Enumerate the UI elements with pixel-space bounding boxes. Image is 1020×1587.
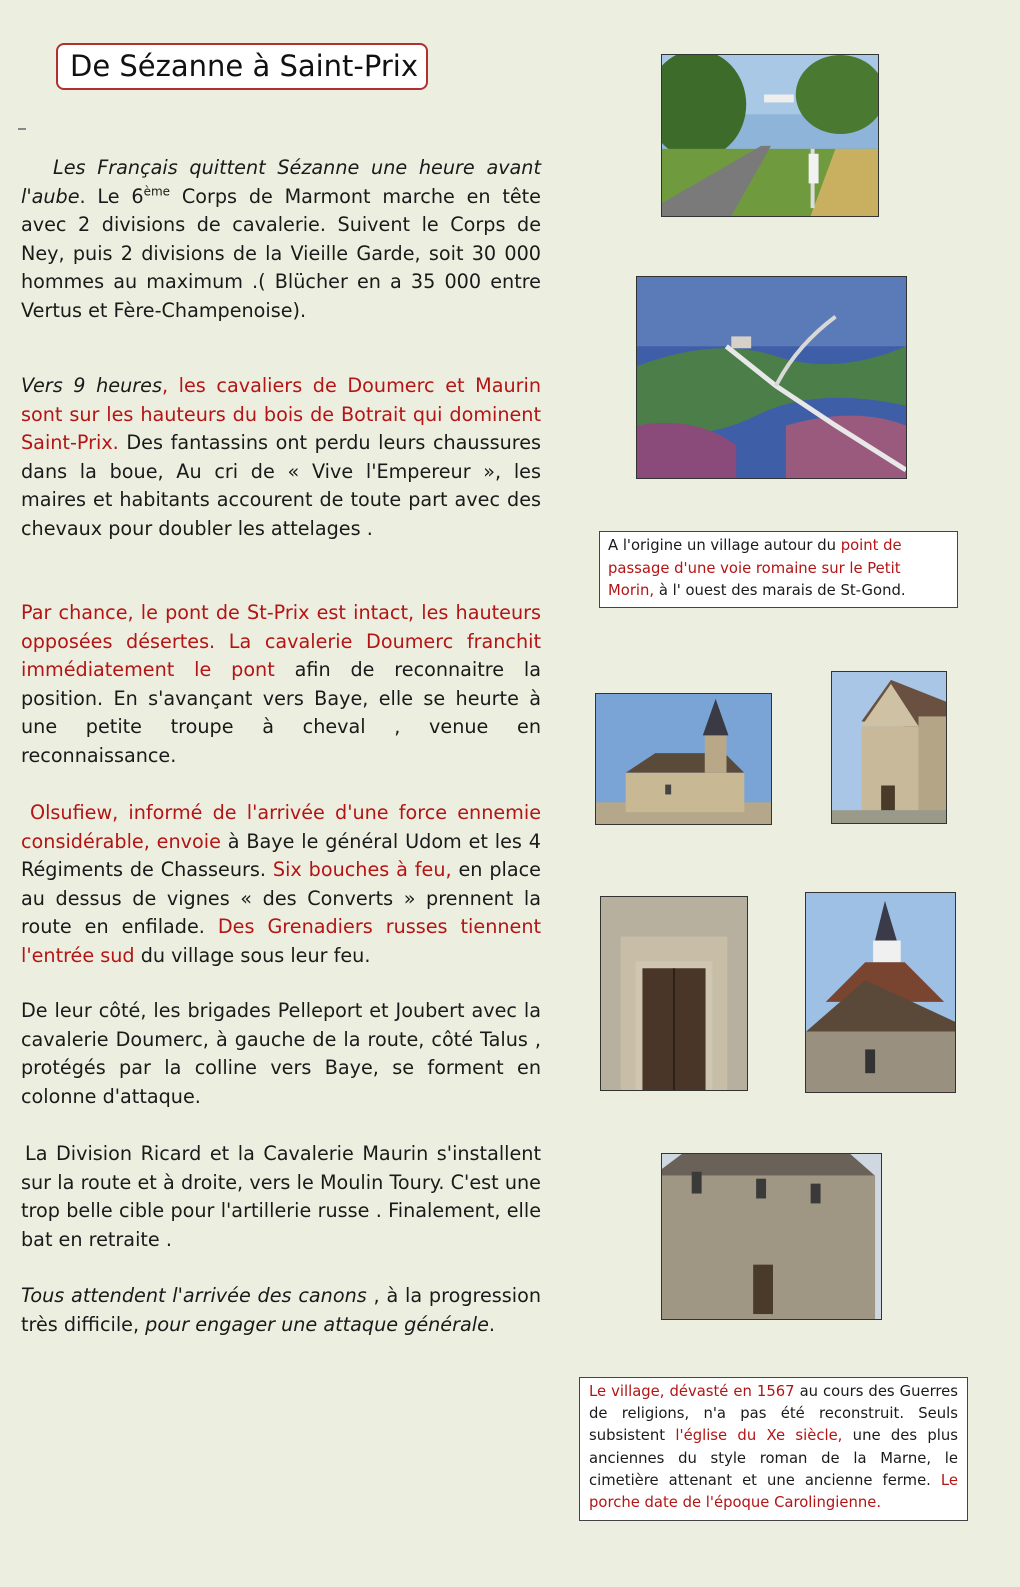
p4-text-b: à Baye le général Udom et les 4 Régiments de Chasseurs.	[21, 829, 541, 882]
p4-text-f: du village sous leur feu.	[134, 943, 371, 967]
church-tower-photo	[805, 892, 956, 1093]
p5-text: De leur côté, les brigades Pelleport et Joubert avec la cavalerie Doumerc, à gauche de la route, côté Talus , protégés par la colline vers Baye, se forment en colonne d'attaque.	[21, 999, 541, 1108]
p7-text-b: , à la progression très difficile,	[21, 1284, 541, 1336]
p6-text: La Division Ricard et la Cavalerie Maurin s'installent sur la route et à droite, vers le Moulin Toury. C'est une trop belle cible pour l'artillerie russe . Finalement, elle bat en retraite .	[21, 1142, 541, 1251]
p2-red: , les cavaliers de Doumerc et Maurin sont sur les hauteurs du bois de Botrait qui dominent Saint-Prix.	[21, 374, 541, 455]
page-title: De Sézanne à Saint-Prix	[56, 43, 428, 90]
paragraph-2	[21, 372, 541, 544]
p7-italic-c: pour engager une attaque générale	[145, 1312, 489, 1336]
p3-text: afin de reconnaitre la position. En s'avançant vers Baye, elle se heurte à une petite troupe à cheval , venue en reconnaissance.	[21, 658, 542, 767]
paragraph-3	[21, 599, 541, 771]
old-farm-photo	[661, 1153, 882, 1320]
paragraph-7	[21, 1282, 541, 1339]
p3-red: Par chance, le pont de St-Prix est intact, les hauteurs opposées désertes. La cavalerie Doumerc franchit immédiatement le pont	[21, 601, 541, 682]
caption1-text-a: A l'origine un village autour du	[608, 537, 841, 554]
church-side-photo	[595, 693, 772, 825]
p1-text-b: . Le 6	[79, 184, 144, 208]
p1-sup: ème	[143, 184, 171, 199]
p4-red-e: Des Grenadiers russes tiennent l'entrée sud	[21, 915, 542, 967]
caption2-red-c: l'église du Xe siècle,	[675, 1427, 843, 1445]
p4-red-a: Olsufiew, informé de l'arrivée d'une force ennemie considérable, envoie	[21, 801, 541, 853]
p1-italic: Les Français quittent Sézanne une heure avant l'aube	[21, 156, 541, 208]
paragraph-4	[21, 799, 541, 971]
caption2-red-e: Le porche date de l'époque Carolingienne.	[589, 1471, 958, 1512]
porch-door-photo	[600, 896, 748, 1091]
caption2-text-b: au cours des Guerres de religions, n'a pas été reconstruit. Seuls subsistent	[589, 1383, 958, 1445]
road-photo	[661, 54, 879, 217]
p7-text-d: .	[488, 1312, 495, 1336]
caption-village	[579, 1377, 968, 1521]
decorative-dash	[18, 128, 26, 130]
caption2-red-a: Le village, dévasté en 1567	[589, 1383, 795, 1400]
paragraph-1	[21, 154, 541, 326]
p1-text-c: Corps de Marmont marche en tête avec 2 divisions de cavalerie. Suivent le Corps de Ney, puis 2 divisions de la Vieille Garde, soit 30 000 hommes au maximum .( Blücher en a 35 000 entre Vertus et Fère-Champenoise).	[21, 184, 541, 322]
caption1-text-c: à l' ouest des marais de St-Gond.	[654, 582, 906, 599]
aerial-photo	[636, 276, 907, 479]
caption2-text-d: une des plus anciennes du style roman de la Marne, le cimetière attenant et une ancienne ferme.	[589, 1427, 958, 1489]
p4-red-c: Six bouches à feu,	[272, 858, 452, 882]
paragraph-5	[21, 997, 541, 1111]
p2-italic: Vers 9 heures	[21, 374, 162, 397]
p7-italic-a: Tous attendent l'arrivée des canons	[21, 1284, 367, 1307]
church-front-photo	[831, 671, 947, 824]
caption1-red: point de passage d'une voie romaine sur le Petit Morin,	[608, 537, 902, 599]
caption-origin	[599, 531, 958, 608]
p2-text: Des fantassins ont perdu leurs chaussures dans la boue, Au cri de « Vive l'Empereur », les maires et habitants accourent de toute part avec des chevaux pour doubler les attelages .	[21, 431, 541, 540]
paragraph-6	[21, 1140, 541, 1254]
p4-text-d: en place au dessus de vignes « des Converts » prennent la route en enfilade.	[21, 858, 541, 939]
